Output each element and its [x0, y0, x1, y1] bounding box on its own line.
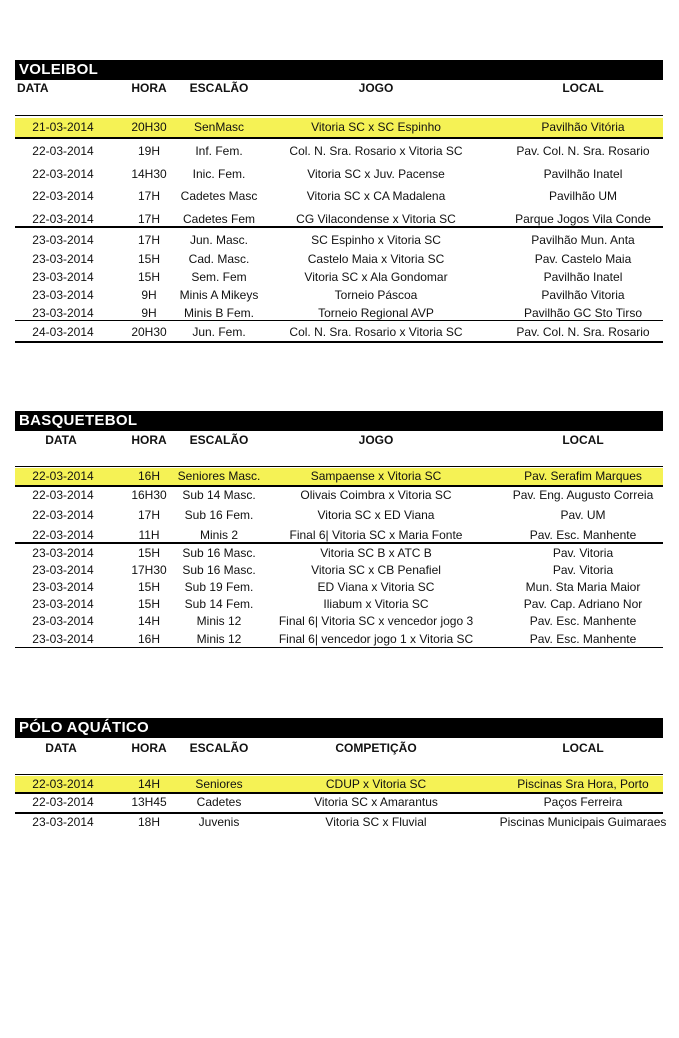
row-divider: [15, 774, 663, 775]
cell-local: Parque Jogos Vila Conde: [515, 212, 651, 226]
cell-jogo: Vitoria SC x Amarantus: [314, 795, 438, 809]
cell-hora: 14H: [137, 614, 161, 628]
cell-jogo: CG Vilacondense x Vitoria SC: [296, 212, 456, 226]
section-basquetebol: [15, 411, 663, 731]
cell-hora: 11H: [138, 528, 160, 542]
cell-escalao: Minis B Fem.: [183, 306, 255, 320]
cell-data: 21-03-2014: [32, 120, 94, 134]
column-header-local: LOCAL: [562, 81, 604, 95]
cell-hora: 19H: [137, 144, 161, 158]
cell-data: 22-03-2014: [32, 167, 94, 181]
cell-jogo: Torneio Regional AVP: [318, 306, 434, 320]
cell-local: Pav. Castelo Maia: [534, 252, 632, 266]
cell-local: Pav. Cap. Adriano Nor: [523, 597, 643, 611]
cell-local: Pavilhão Vitória: [541, 120, 625, 134]
cell-data: 23-03-2014: [32, 233, 94, 247]
cell-hora: 15H: [137, 252, 161, 266]
cell-hora: 14H: [137, 777, 161, 791]
cell-jogo: Vitoria SC x SC Espinho: [311, 120, 441, 134]
section-voleibol: [15, 60, 663, 380]
cell-hora: 16H: [137, 632, 161, 646]
section-title: PÓLO AQUÁTICO: [15, 718, 663, 738]
column-header-hora: HORA: [131, 741, 167, 755]
table-row: [15, 562, 663, 578]
cell-data: 23-03-2014: [32, 288, 94, 302]
cell-jogo: Torneio Páscoa: [334, 288, 418, 302]
column-header-local: LOCAL: [562, 433, 604, 447]
cell-escalao: Sub 16 Fem.: [184, 508, 254, 522]
column-header-data: DATA: [45, 741, 77, 755]
cell-hora: 13H45: [131, 795, 167, 809]
column-header-data: DATA: [17, 81, 49, 95]
cell-local: Pav. UM: [560, 508, 606, 522]
row-divider: [15, 792, 663, 794]
cell-data: 22-03-2014: [32, 795, 94, 809]
cell-local: Pav. Vitoria: [552, 563, 614, 577]
cell-hora: 15H: [137, 597, 161, 611]
table-row: [15, 468, 663, 485]
cell-escalao: Cadetes Fem: [182, 212, 256, 226]
cell-data: 23-03-2014: [32, 270, 94, 284]
table-row: [15, 269, 663, 285]
cell-local: Pav. Col. N. Sra. Rosario: [516, 325, 650, 339]
row-divider: [15, 137, 663, 139]
row-divider: [15, 542, 663, 544]
table-row: [15, 814, 667, 830]
cell-hora: 20H30: [131, 120, 167, 134]
cell-local: Pavilhão GC Sto Tirso: [523, 306, 643, 320]
cell-jogo: Col. N. Sra. Rosario x Vitoria SC: [289, 325, 463, 339]
row-divider: [15, 466, 663, 467]
cell-jogo: Vitoria SC x CB Penafiel: [311, 563, 441, 577]
cell-local: Pav. Serafim Marques: [524, 469, 642, 483]
cell-data: 23-03-2014: [32, 563, 94, 577]
column-header-escalao: ESCALÃO: [189, 433, 249, 447]
column-header-jogo-competicao: JOGO: [358, 433, 394, 447]
cell-local: Pav. Esc. Manhente: [529, 528, 637, 542]
cell-data: 23-03-2014: [32, 306, 94, 320]
cell-escalao: Cadetes: [196, 795, 242, 809]
cell-hora: 20H30: [131, 325, 167, 339]
cell-hora: 17H: [137, 508, 161, 522]
cell-local: Pav. Eng. Augusto Correia: [512, 488, 654, 502]
cell-escalao: Seniores: [195, 777, 243, 791]
column-header-data: DATA: [45, 433, 77, 447]
cell-jogo: CDUP x Vitoria SC: [325, 777, 427, 791]
table-row: [15, 287, 663, 303]
cell-data: 24-03-2014: [32, 325, 94, 339]
row-divider: [15, 647, 663, 648]
cell-local: Pavilhão Mun. Anta: [531, 233, 635, 247]
cell-jogo: Olivais Coimbra x Vitoria SC: [300, 488, 452, 502]
cell-data: 23-03-2014: [32, 632, 94, 646]
cell-jogo: Vitoria SC B x ATC B: [320, 546, 432, 560]
row-divider: [15, 115, 663, 116]
cell-local: Pavilhão Inatel: [543, 270, 623, 284]
section-polo-aquatico: [15, 718, 667, 1038]
table-row: [15, 251, 663, 267]
table-row: [15, 118, 663, 137]
cell-hora: 9H: [141, 288, 157, 302]
cell-hora: 15H: [137, 546, 161, 560]
cell-jogo: Vitoria SC x ED Viana: [317, 508, 435, 522]
cell-escalao: Sem. Fem: [191, 270, 247, 284]
cell-escalao: Inic. Fem.: [192, 167, 246, 181]
cell-data: 22-03-2014: [32, 528, 94, 542]
cell-escalao: Sub 14 Fem.: [184, 597, 254, 611]
cell-jogo: Vitoria SC x CA Madalena: [306, 189, 446, 203]
cell-data: 23-03-2014: [32, 597, 94, 611]
cell-escalao: Minis 2: [199, 528, 239, 542]
cell-escalao: Minis 12: [196, 614, 242, 628]
cell-hora: 17H: [137, 212, 161, 226]
cell-escalao: Sub 19 Fem.: [184, 580, 254, 594]
cell-hora: 16H30: [131, 488, 167, 502]
cell-jogo: Castelo Maia x Vitoria SC: [307, 252, 445, 266]
cell-jogo: Vitoria SC x Juv. Pacense: [307, 167, 445, 181]
cell-local: Pavilhão Vitoria: [541, 288, 625, 302]
cell-escalao: Cad. Masc.: [188, 252, 250, 266]
cell-data: 22-03-2014: [32, 189, 94, 203]
cell-data: 23-03-2014: [32, 580, 94, 594]
cell-escalao: Jun. Fem.: [192, 325, 246, 339]
row-divider: [15, 320, 663, 321]
cell-data: 23-03-2014: [32, 546, 94, 560]
table-row: [15, 776, 663, 793]
section-title: BASQUETEBOL: [15, 411, 663, 431]
table-row: [15, 141, 663, 161]
cell-local: Piscinas Municipais Guimaraes: [499, 815, 667, 829]
cell-escalao: Minis A Mikeys: [179, 288, 259, 302]
table-row: [15, 486, 663, 504]
cell-hora: 14H30: [131, 167, 167, 181]
column-header-jogo-competicao: JOGO: [358, 81, 394, 95]
cell-data: 23-03-2014: [32, 252, 94, 266]
cell-hora: 9H: [141, 306, 157, 320]
row-divider: [15, 226, 663, 228]
table-row: [15, 232, 663, 249]
column-header-jogo-competicao: COMPETIÇÃO: [335, 741, 417, 755]
cell-hora: 15H: [137, 270, 161, 284]
cell-data: 22-03-2014: [32, 469, 94, 483]
column-header-hora: HORA: [131, 433, 167, 447]
table-row: [15, 164, 663, 184]
cell-local: Pav. Col. N. Sra. Rosario: [516, 144, 650, 158]
row-divider: [15, 485, 663, 487]
cell-escalao: Inf. Fem.: [195, 144, 243, 158]
cell-escalao: Sub 14 Masc.: [182, 488, 256, 502]
cell-escalao: Sub 16 Masc.: [182, 546, 256, 560]
cell-hora: 18H: [137, 815, 161, 829]
cell-jogo: Vitoria SC x Fluvial: [325, 815, 427, 829]
table-row: [15, 596, 663, 612]
cell-hora: 17H30: [131, 563, 167, 577]
cell-jogo: ED Viana x Vitoria SC: [317, 580, 435, 594]
cell-jogo: Final 6| Vitoria SC x Maria Fonte: [289, 528, 463, 542]
cell-local: Pavilhão Inatel: [543, 167, 623, 181]
table-row: [15, 613, 663, 630]
cell-data: 23-03-2014: [32, 815, 94, 829]
cell-jogo: Sampaense x Vitoria SC: [310, 469, 442, 483]
cell-hora: 17H: [137, 189, 161, 203]
cell-escalao: Seniores Masc.: [177, 469, 261, 483]
column-header-local: LOCAL: [562, 741, 604, 755]
table-row: [15, 305, 663, 321]
cell-data: 22-03-2014: [32, 777, 94, 791]
table-row: [15, 545, 663, 561]
row-divider: [15, 812, 663, 814]
table-row: [15, 631, 663, 648]
table-row: [15, 323, 663, 341]
cell-escalao: SenMasc: [193, 120, 245, 134]
cell-data: 22-03-2014: [32, 212, 94, 226]
table-row: [15, 506, 663, 524]
row-divider: [15, 341, 663, 343]
table-row: [15, 186, 663, 206]
cell-local: Pavilhão UM: [548, 189, 618, 203]
cell-escalao: Minis 12: [196, 632, 242, 646]
cell-data: 22-03-2014: [32, 144, 94, 158]
cell-jogo: Iliabum x Vitoria SC: [323, 597, 429, 611]
cell-escalao: Jun. Masc.: [189, 233, 249, 247]
cell-data: 22-03-2014: [32, 508, 94, 522]
table-row: [15, 794, 663, 811]
cell-local: Pav. Esc. Manhente: [529, 614, 637, 628]
cell-escalao: Cadetes Masc: [180, 189, 258, 203]
cell-hora: 16H: [137, 469, 161, 483]
cell-escalao: Sub 16 Masc.: [182, 563, 256, 577]
cell-local: Pav. Vitoria: [552, 546, 614, 560]
cell-local: Pav. Esc. Manhente: [529, 632, 637, 646]
column-header-hora: HORA: [131, 81, 167, 95]
cell-jogo: Final 6| Vitoria SC x vencedor jogo 3: [278, 614, 474, 628]
cell-data: 22-03-2014: [32, 488, 94, 502]
cell-jogo: Final 6| vencedor jogo 1 x Vitoria SC: [278, 632, 474, 646]
cell-local: Mun. Sta Maria Maior: [525, 580, 641, 594]
cell-jogo: Vitoria SC x Ala Gondomar: [304, 270, 448, 284]
column-header-escalao: ESCALÃO: [189, 741, 249, 755]
cell-hora: 15H: [137, 580, 161, 594]
cell-jogo: Col. N. Sra. Rosario x Vitoria SC: [289, 144, 463, 158]
table-row: [15, 579, 663, 595]
cell-local: Paços Ferreira: [543, 795, 623, 809]
column-header-escalao: ESCALÃO: [189, 81, 249, 95]
cell-escalao: Juvenis: [198, 815, 240, 829]
cell-jogo: SC Espinho x Vitoria SC: [311, 233, 441, 247]
cell-hora: 17H: [137, 233, 161, 247]
cell-local: Piscinas Sra Hora, Porto: [517, 777, 649, 791]
cell-data: 23-03-2014: [32, 614, 94, 628]
section-title: VOLEIBOL: [15, 60, 663, 80]
